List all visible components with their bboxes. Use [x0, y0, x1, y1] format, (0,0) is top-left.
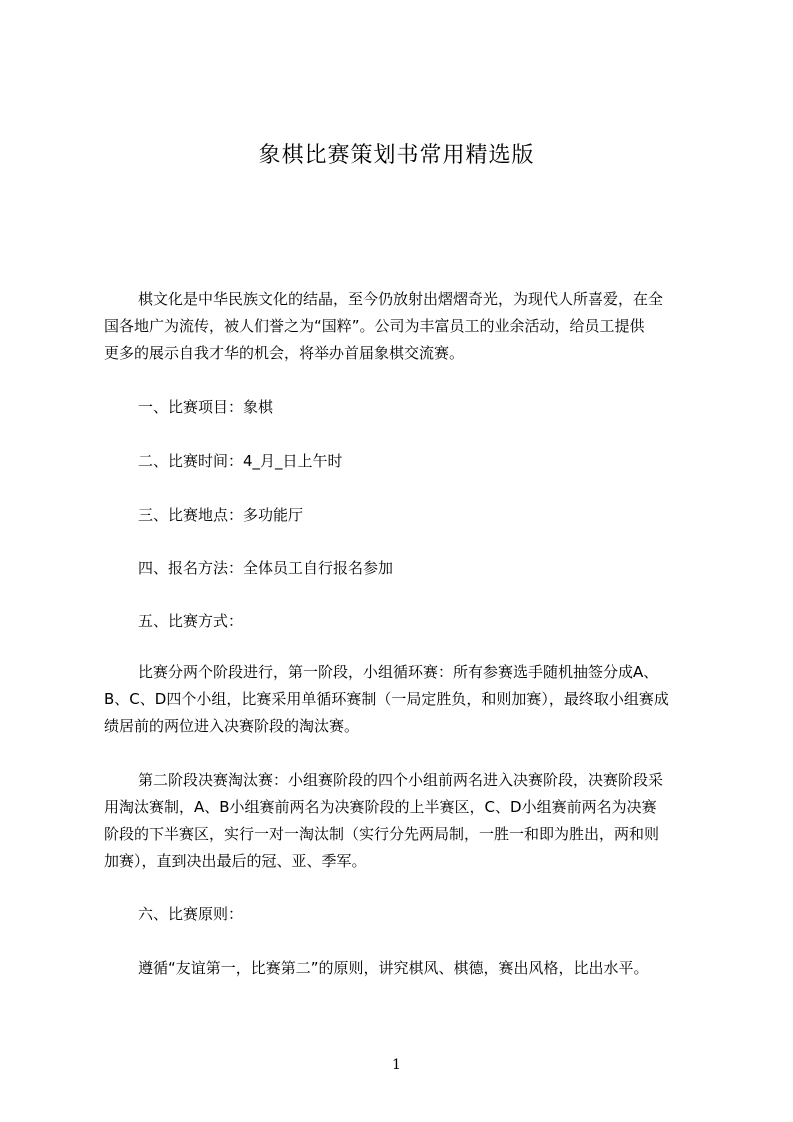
stage2-line: 阶段的下半赛区，实行一对一淘汰制（实行分先两局制，一胜一和即为胜出，两和则: [104, 825, 660, 843]
principle-line: 遵循“友谊第一，比赛第二”的原则，讲究棋风、棋德，赛出风格，比出水平。: [138, 959, 649, 977]
stage1-line: 绩居前的两位进入决赛阶段的淘汰赛。: [104, 717, 360, 735]
stage2-line: 第二阶段决赛淘汰赛：小组赛阶段的四个小组前两名进入决赛阶段，决赛阶段采: [138, 771, 664, 789]
section-text: 二、比赛时间：4_月_日上午时: [138, 452, 343, 470]
section-item-principles: [104, 901, 700, 928]
section-text: 五、比赛方式：: [138, 612, 244, 630]
stage1-line: 比赛分两个阶段进行，第一阶段，小组循环赛：所有参赛选手随机抽签分成A、: [138, 663, 659, 681]
section-item-registration: [104, 555, 700, 582]
stage2-line: 用淘汰赛制，A、B小组赛前两名为决赛阶段的上半赛区，C、D小组赛前两名为决赛: [104, 798, 657, 816]
stage1-line: B、C、D四个小组，比赛采用单循环赛制（一局定胜负，和则加赛），最终取小组赛成: [104, 690, 669, 708]
document-title: 象棋比赛策划书常用精选版: [258, 143, 535, 168]
principle-paragraph: [104, 955, 700, 982]
section-text: 三、比赛地点：多功能厅: [138, 506, 304, 524]
intro-paragraph: [104, 286, 700, 367]
section-text: 四、报名方法：全体员工自行报名参加: [138, 559, 394, 577]
intro-line: 棋文化是中华民族文化的结晶，至今仍放射出熠熠奇光，为现代人所喜爱，在全: [138, 290, 664, 308]
stage1-paragraph: [104, 659, 700, 740]
section-item-event: [104, 394, 700, 421]
intro-line: 更多的展示自我才华的机会，将举办首届象棋交流赛。: [104, 344, 465, 362]
section-text: 六、比赛原则：: [138, 905, 244, 923]
section-item-time: [104, 448, 700, 475]
page-number: 1: [392, 1057, 401, 1073]
stage2-line: 加赛），直到决出最后的冠、亚、季军。: [104, 852, 367, 870]
section-text: 一、比赛项目：象棋: [138, 398, 274, 416]
stage2-paragraph: [104, 767, 700, 875]
section-item-format: [104, 608, 700, 635]
intro-line: 国各地广为流传，被人们誉之为“国粹”。公司为丰富员工的业余活动，给员工提供: [104, 317, 645, 335]
section-item-venue: [104, 502, 700, 529]
